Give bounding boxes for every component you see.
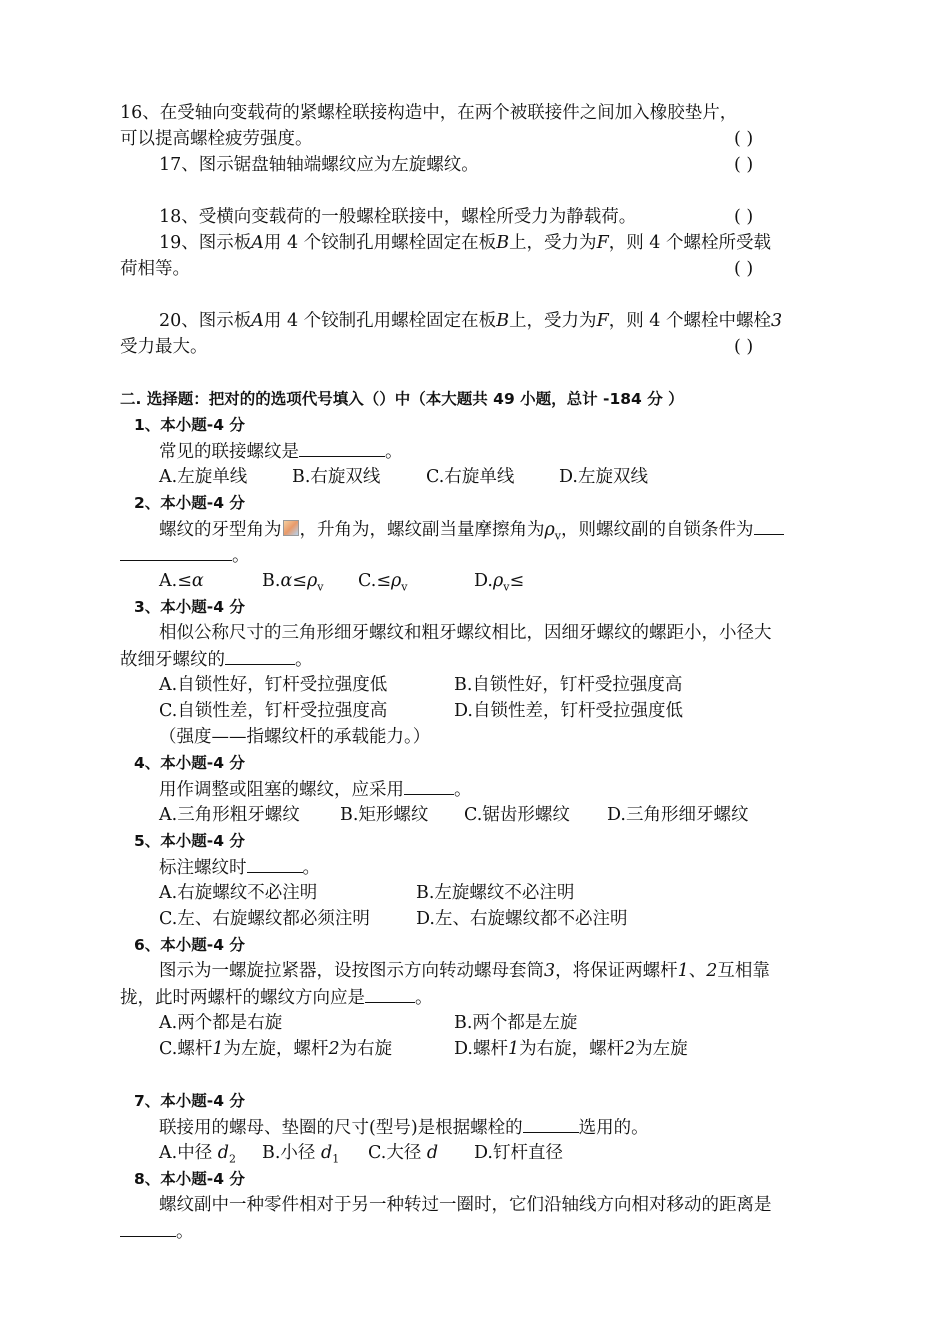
tf-q20-line1: 20、图示板A用 4 个铰制孔用螺栓固定在板B上，受力为F，则 4 个螺栓中螺栓3 — [159, 311, 783, 331]
q4-option-c[interactable]: C.锯齿形螺纹 — [464, 805, 570, 825]
q8-score: 8、本小题-4 分 — [134, 1170, 245, 1188]
q8-stem-line2: 。 — [120, 1218, 194, 1245]
q7-stem: 联接用的螺母、垫圈的尺寸(型号)是根据螺栓的 选用的。 — [159, 1114, 649, 1141]
q7-option-c[interactable]: C.大径 d — [368, 1143, 439, 1163]
q6-stem-line1: 图示为一螺旋拉紧器，设按图示方向转动螺母套筒3，将保证两螺杆1、2互相靠 — [159, 961, 770, 981]
q2-option-a[interactable]: A.≤α — [159, 571, 204, 591]
q1-stem: 常见的联接螺纹是 。 — [159, 438, 403, 465]
answer-paren-20[interactable]: ( ) — [734, 337, 754, 357]
answer-blank[interactable] — [120, 1218, 176, 1237]
broken-image-icon — [283, 520, 299, 536]
section-2-header: 二. 选择题：把对的的选项代号填入（）中（本大题共 49 小题，总计 -184 分 ） — [120, 390, 684, 408]
q3-note: （强度——指螺纹杆的承载能力。） — [159, 727, 431, 747]
q4-option-b[interactable]: B.矩形螺纹 — [340, 805, 429, 825]
q3-stem-line2: 故细牙螺纹的 。 — [120, 646, 313, 673]
q2-option-b[interactable]: $B.\alpha\le\rho_v$ — [262, 571, 324, 594]
answer-blank[interactable] — [404, 776, 454, 795]
answer-paren-19[interactable]: ( ) — [734, 259, 754, 279]
tf-q18: 18、受横向变载荷的一般螺栓联接中，螺栓所受力为静载荷。 — [159, 207, 637, 227]
q6-option-b[interactable]: B.两个都是左旋 — [454, 1013, 578, 1033]
tf-q19-line1: 19、图示板A用 4 个铰制孔用螺栓固定在板B上，受力为F，则 4 个螺栓所受载 — [159, 233, 771, 253]
answer-blank[interactable] — [299, 438, 385, 457]
q2-score: 2、本小题-4 分 — [134, 494, 245, 512]
q4-score: 4、本小题-4 分 — [134, 754, 245, 772]
q7-score: 7、本小题-4 分 — [134, 1092, 245, 1110]
answer-paren-16[interactable]: ( ) — [734, 129, 754, 149]
q2-option-c[interactable]: $C.\le\rho_v$ — [358, 571, 408, 594]
q5-option-a[interactable]: A.右旋螺纹不必注明 — [159, 883, 318, 903]
answer-blank[interactable] — [247, 854, 303, 873]
q3-stem-line1: 相似公称尺寸的三角形细牙螺纹和粗牙螺纹相比，因细牙螺纹的螺距小，小径大 — [159, 623, 772, 643]
q6-option-c[interactable]: C.螺杆1为左旋，螺杆2为右旋 — [159, 1039, 393, 1059]
q3-option-b[interactable]: B.自锁性好，钉杆受拉强度高 — [454, 675, 683, 695]
answer-blank[interactable] — [365, 984, 415, 1003]
q6-score: 6、本小题-4 分 — [134, 936, 245, 954]
q4-option-d[interactable]: D.三角形细牙螺纹 — [607, 805, 749, 825]
q3-option-a[interactable]: A.自锁性好，钉杆受拉强度低 — [159, 675, 388, 695]
q3-option-d[interactable]: D.自锁性差，钉杆受拉强度低 — [454, 701, 683, 721]
q3-option-c[interactable]: C.自锁性差，钉杆受拉强度高 — [159, 701, 388, 721]
q5-option-c[interactable]: C.左、右旋螺纹都必须注明 — [159, 909, 370, 929]
tf-q20-line2: 受力最大。 — [120, 337, 208, 357]
answer-paren-18[interactable]: ( ) — [734, 207, 754, 227]
q3-score: 3、本小题-4 分 — [134, 598, 245, 616]
q6-option-d[interactable]: D.螺杆1为右旋，螺杆2为左旋 — [454, 1039, 688, 1059]
q2-stem: 螺纹的牙型角为 ，升角为，螺纹副当量摩擦角为$\rho_v$，则螺纹副的自锁条件为 — [159, 516, 832, 550]
answer-paren-17[interactable]: ( ) — [734, 155, 754, 175]
q1-option-a[interactable]: A.左旋单线 — [159, 467, 248, 487]
answer-blank[interactable] — [523, 1114, 579, 1133]
q1-option-c[interactable]: C.右旋单线 — [426, 467, 515, 487]
q1-score: 1、本小题-4 分 — [134, 416, 245, 434]
q1-option-b[interactable]: B.右旋双线 — [292, 467, 381, 487]
q5-stem: 标注螺纹时 。 — [159, 854, 320, 881]
q5-option-d[interactable]: D.左、右旋螺纹都不必注明 — [416, 909, 628, 929]
q2-option-d[interactable]: $D.\rho_v\le$ — [474, 571, 525, 594]
q4-stem: 用作调整或阻塞的螺纹，应采用 。 — [159, 776, 472, 803]
q6-stem-line2: 拢，此时两螺杆的螺纹方向应是 。 — [120, 984, 433, 1011]
answer-blank[interactable] — [225, 646, 295, 665]
answer-blank[interactable] — [120, 542, 232, 561]
answer-blank[interactable] — [754, 516, 784, 535]
q8-stem-line1: 螺纹副中一种零件相对于另一种转过一圈时，它们沿轴线方向相对移动的距离是 — [159, 1195, 772, 1215]
q1-option-d[interactable]: D.左旋双线 — [559, 467, 648, 487]
tf-q16-line2: 可以提高螺栓疲劳强度。 — [120, 129, 313, 149]
q6-option-a[interactable]: A.两个都是右旋 — [159, 1013, 283, 1033]
q7-option-a[interactable]: A.中径 $d_2$ — [159, 1143, 236, 1166]
tf-q19-line2: 荷相等。 — [120, 259, 190, 279]
q7-option-b[interactable]: B.小径 $d_1$ — [262, 1143, 340, 1166]
q4-option-a[interactable]: A.三角形粗牙螺纹 — [159, 805, 300, 825]
q2-stem-line2: 。 — [120, 542, 250, 569]
q5-score: 5、本小题-4 分 — [134, 832, 245, 850]
q7-option-d[interactable]: D.钉杆直径 — [474, 1143, 563, 1163]
q5-option-b[interactable]: B.左旋螺纹不必注明 — [416, 883, 575, 903]
tf-q16-line1: 16、在受轴向变载荷的紧螺栓联接构造中，在两个被联接件之间加入橡胶垫片， — [120, 103, 738, 123]
tf-q17: 17、图示锯盘轴轴端螺纹应为左旋螺纹。 — [159, 155, 479, 175]
